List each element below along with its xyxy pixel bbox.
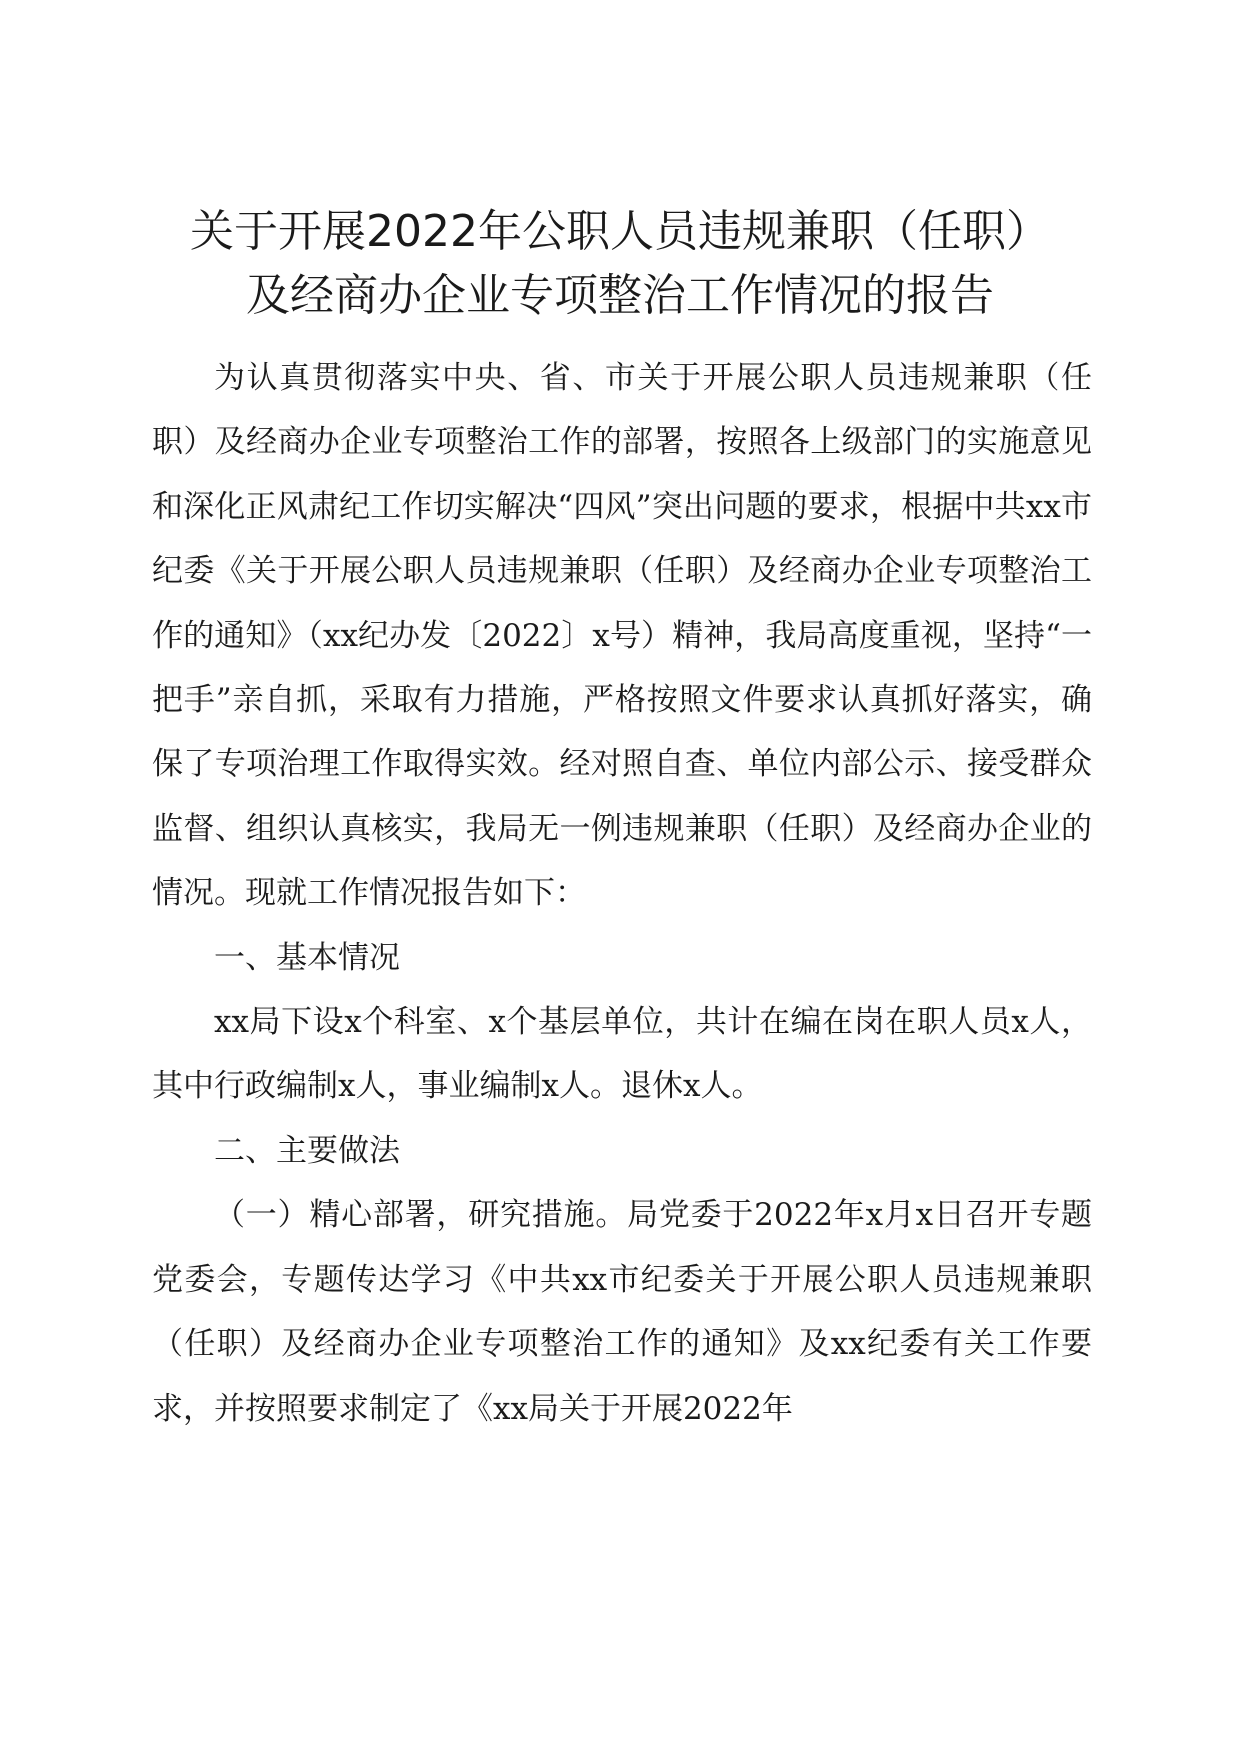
section-heading-basic: 一、基本情况 xyxy=(214,939,400,976)
paragraph-methods-1: （一）精心部署，研究措施。局党委于2022年x月x日召开专题党委会，专题传达学习《中共xx市纪委关于开展公职人员违规兼职（任职）及经商办企业专项整治工作的通知》及xx纪委有关工作要求，并按照要求制定了《xx局关于开展2022年 xyxy=(152,1197,1092,1427)
title-line-2: 及经商办企业专项整治工作情况的报告 xyxy=(246,270,994,321)
section-heading-methods: 二、主要做法 xyxy=(214,1132,400,1169)
paragraph-intro: 为认真贯彻落实中央、省、市关于开展公职人员违规兼职（任职）及经商办企业专项整治工作的部署，按照各上级部门的实施意见和深化正风肃纪工作切实解决“四风”突出问题的要求，根据中共xx市纪委《关于开展公职人员违规兼职（任职）及经商办企业专项整治工作的通知》（xx纪办发〔2022〕x号）精神，我局高度重视，坚持“一把手”亲自抓，采取有力措施，严格按照文件要求认真抓好落实，确保了专项治理工作取得实效。经对照自查、单位内部公示、接受群众监督、组织认真核实，我局无一例违规兼职（任职）及经商办企业的情况。现就工作情况报告如下： xyxy=(152,360,1092,912)
document-body xyxy=(152,346,1092,1441)
paragraph-basic: xx局下设x个科室、x个基层单位，共计在编在岗在职人员x人，其中行政编制x人，事业编制x人。退休x人。 xyxy=(152,1004,1092,1105)
title-line-1: 关于开展2022年公职人员违规兼职（任职） xyxy=(190,206,1050,257)
document-title xyxy=(130,200,1110,328)
